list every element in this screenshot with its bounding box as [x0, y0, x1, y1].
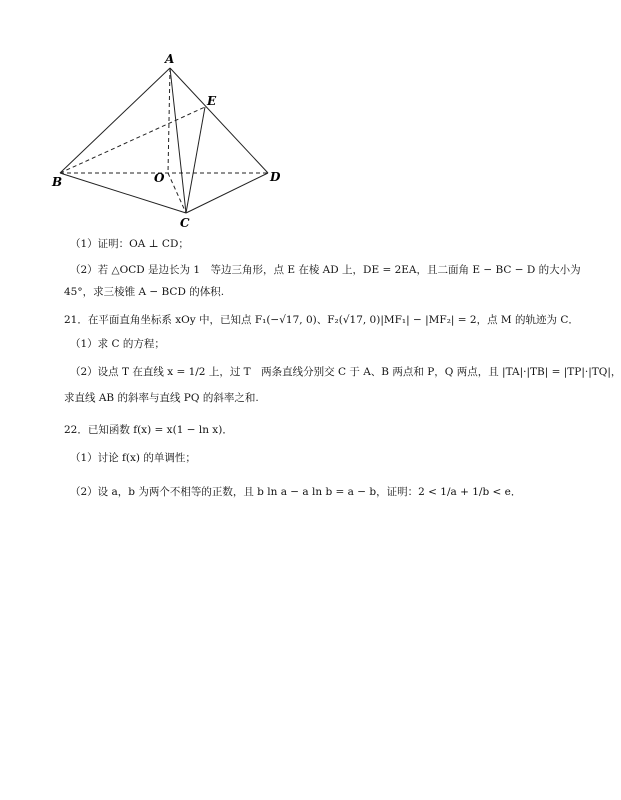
vertex-label-C: C [180, 216, 190, 230]
q21-part2-line1: （2）设点 T 在直线 x = 1/2 上，过 T 两条直线分别交 C 于 A、B 两点和 P，Q 两点，且 |TA|·|TB| = |TP|·|TQ|， [70, 366, 621, 378]
edge-OA-hidden [168, 68, 170, 173]
edge-BC [60, 173, 186, 213]
q20-part2-line2: 45°，求三棱锥 A − BCD 的体积. [64, 286, 225, 298]
q21-stem: 21．在平面直角坐标系 xOy 中，已知点 F₁(−√17, 0)、F₂(√17, 0)|MF₁| − |MF₂| = 2，点 M 的轨迹为 C． [64, 314, 579, 326]
q20-part1: （1）证明：OA ⊥ CD； [70, 238, 189, 250]
edge-AB [60, 68, 170, 173]
vertex-label-A: A [165, 52, 175, 66]
vertex-label-E: E [207, 94, 217, 108]
q22-part1: （1）讨论 f(x) 的单调性； [70, 452, 196, 464]
edge-AC [170, 68, 186, 213]
edge-CE [186, 107, 205, 213]
vertex-label-O: O [154, 171, 165, 185]
q21-part1: （1）求 C 的方程； [70, 338, 165, 350]
vertex-label-B: B [52, 175, 63, 189]
q22-stem: 22．已知函数 f(x) = x(1 − ln x)． [64, 424, 233, 436]
edge-BE-hidden [60, 107, 205, 173]
q22-part2: （2）设 a，b 为两个不相等的正数，且 b ln a − a ln b = a − b，证明：2 < 1/a + 1/b < e． [70, 486, 522, 498]
edge-AD [170, 68, 268, 173]
tetrahedron-figure [40, 45, 290, 230]
vertex-label-D: D [270, 170, 281, 184]
q21-part2-line2: 求直线 AB 的斜率与直线 PQ 的斜率之和. [64, 392, 259, 404]
edge-CD [186, 173, 268, 213]
q20-part2-line1: （2）若 △OCD 是边长为 1 等边三角形，点 E 在棱 AD 上，DE = 2EA，且二面角 E − BC − D 的大小为 [70, 264, 581, 276]
